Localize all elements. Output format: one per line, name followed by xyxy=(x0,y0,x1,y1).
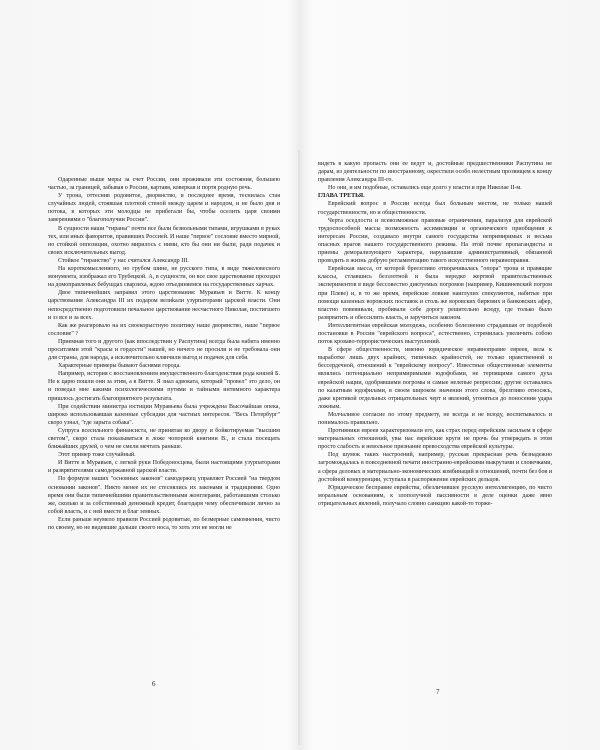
right-paragraph: Молчаливое согласие по этому предмету, не всегда и не всюду, воспитывалось и понималось правильно. xyxy=(318,411,552,426)
right-paragraph: Интеллигентная еврейская молодежь, особенно болезненно страдавшая от подобной постановки в России "еврейского вопроса", естественно, стремилась увеличить собою поток кроваво-террористических выступлений. xyxy=(318,322,552,346)
right-paragraph: видеть в какую пропасть они ее ведут и, достойные предшественники Распутина не дарам, из деятельности по иностранному, окрестили особо нелестным прозвищем к концу правления Александра III-го. xyxy=(318,161,552,184)
right-paragraph: Еврейский вопрос в России всегда был больным местом, не только нашей государственности, но и общественности. xyxy=(318,201,552,216)
left-paragraph: Стойкое "тиранство" у нас считался Александр III. xyxy=(58,257,189,264)
left-paragraph: Характерные примеры бывают баснями города. xyxy=(58,363,181,370)
left-paragraph: Если раньше неумело правили Россией родовитые, по безмерные самомнения, чисто по своему, но не видевшие дальше своего носа, то хоть эти не могли не xyxy=(48,516,280,532)
right-paragraph: Черта оседлости и всевозможные правовые ограничения, парализуя для еврейской трудоспособной массы возможность ассимиляции и органического приобщения к интересам России, создавало внутри самого государства непримиримых и весьма опасных врагов нашего государственного режима. На этой почве пропагандисты и приемы деморализующего характера, нарушавшие административный, обязанной проводить в жизнь добрую регламентацию такого искусственного неравноправия. xyxy=(318,217,552,265)
right-paragraph: В сфере общественности, именно юридическое неравноправие евреев, вела к выработке лишь двух крайних, типичных крайностей, не только нравственной и бессердечной, отношений к "еврейскому вопросу". Известные общественные элементы являлись потенциально непримиримыми юдофобами, не терпящими самого духа еврейской нации, одобрявшими погромы и самые нелепые репрессии; другие оставались по калатным юдофилами, в своем широком значении этого слова, брезгливо относясь, даже критикой отдельных отрицательных черт и явлений, угоняться до поносения удара ложным. xyxy=(318,347,552,410)
left-page-text xyxy=(48,176,280,736)
left-paragraph: По формуле наших "основных законов" самодержец управляет Россией "на твердом основании законов". Никто менее их не стеснялись их законами и традициями. Одно время они были типичнейшими правительственными жонглерами, работавшими столько же, сколько и за собственный денежный кредит, благодаря чему обеспечивали лично за собой власть, и с ней вместе и благ земных. xyxy=(48,476,280,515)
right-paragraph: Противники евреев характеризовали его, как страх перед еврейским засильем в сфере материальных отношений, увы нас еврейские круги не прочь бы утверждать в этом просто слабость и невольное признание превосходства еврейской культуры. xyxy=(318,428,552,451)
left-paragraph: Супруга всесильного финансиста, не принятая ко двору и бойкотируемая "высшим светом", скоро стала показываться в ложе чопорной княгини В., и стала посещать ближайших друзей, о чем не смели мечтать раньше. xyxy=(48,427,280,451)
left-paragraph: У трона, оттеснив родовитое, дворянство, в последнее время, теснилась стая случайных людей, стоявшая плотной стеной между царем и народом, и не было дня и потока, в которых эти молодцы не прибегали бы, чтобы оселить царя своими заверениями о "благополучии России". xyxy=(48,193,280,224)
left-paragraph: Двое типичнейших заправил этого царствования: Муравьев и Витте. К концу царствования Александра III их подаром велиkали узурпаторами царской власти. Они непосредственно подготовили печальное царствование несчастного Николая, постигшего и зз все и за всех. xyxy=(48,290,280,321)
right-page-text xyxy=(318,160,552,720)
left-paragraph: Например, история с восстановлением имущественного благоденствия рода князей Б. Не к царю пошли они за этим, а в Витте. Я знал адвоката, который "провел" это дело, он и поведал мне какими психологическими путями и тайными интимного характера пришлось достигать благоприятного результата. xyxy=(48,371,280,402)
left-paragraph: При содействии министра юстиции Муравьева была учреждена Высочайшая опека, широко использовавшая казенные субсидии для частных интересов. "Весь Петербург" скоро узнал, "где зарыта собака". xyxy=(48,403,280,426)
left-paragraph: Этот пример тоже случайный. xyxy=(58,452,136,459)
left-paragraph: Как же реагировало на их своекорыстную политику наше дворянство, наше "первое сословие" ? xyxy=(48,322,280,337)
chapter-heading: ГЛАВА ТРЕТЬЯ. xyxy=(318,193,365,200)
right-paragraph: Юридическое бесправие еврейства, обезличившее русскую интеллигенцию, по чисто моральным основаниям, к злополучной пассивности в деле оценки даже явно отрицательных явлений, получало словно санкцию какой-то торже- xyxy=(318,484,552,507)
left-paragraph: И Витте и Муравьев, с легкой руки Победоносцева, были настоящими узурпаторами и разврвтителями самодержавной царской власти. xyxy=(48,460,280,475)
left-page-number: 6 xyxy=(152,680,156,688)
left-paragraph: Одаренные выше меры за счет России, они проживали эти состояния, большею частью, за границей, забывая о России, картавя, коверкая и портя родную речь. xyxy=(48,177,280,192)
right-page-number: 7 xyxy=(436,688,440,696)
left-paragraph: В сущности наши "тираны" почти все были безвольными типами, игрушками в руках тех, или иных фаворитов, правивших Россией. И наше "первое" сословие вместо мирной, но стойкой оппозиции, охотно мирилось с ними, кто бы они ни были, ради подачек и своих исключительных выгод. xyxy=(48,225,280,256)
left-paragraph: На короткомысленного, но грубом шине, не русского типа, в виде тяжеловесного монумента, изображал его Трубецкой. А, в сущности, он все свое царствование проходил на домоправленых бебушдах сварзиха, ждою отъединяемся на государственных харчах. xyxy=(48,266,280,289)
book-gutter-shadow xyxy=(298,150,302,745)
right-paragraph: Под шумок таких настроений, например, русская прекрасная речь безнадежно загромождалась в повседневной печати иностранно-еврейскими выкрутами и словечками, а сфера деловых и материально-экономических комбинаций и отношений, почти без боя и достойной конкуренции, уступала в распоряжение еврейских дельцов. xyxy=(318,452,552,483)
right-paragraph: Но они, и им подобные, оставались еще долго у власти и при Николае II-м. xyxy=(328,185,522,192)
right-paragraph: Еврейская масса, от которой бреезгливо отворачивалась "опора" трона и правящие классы, стлавшись беззлотной и была нередко жертвой правительственных экспериментов в виде бессовестно диктуемых погромов (например, Кишиневский погром при Плеве) и, в то же время, еврейские ловкие наиглулих спекулянтов, набитые при помощи казенных воровских поставок и столь же воровских бирювих и банковских афер, властно повевивали, пробивали себе дорогу решительно всюду, где только было разврватить и обессилить власть, и заручиться законом. xyxy=(318,266,552,321)
left-paragraph: Приемная того и другого (как впоследствии у Распутина) всегда была набита именно проситлями этой "красы и гордости" нашей, но ничего не просили и не требовала они для страны, для народа, а исключительно клянчили выгод и подачек для себя. xyxy=(48,338,280,362)
